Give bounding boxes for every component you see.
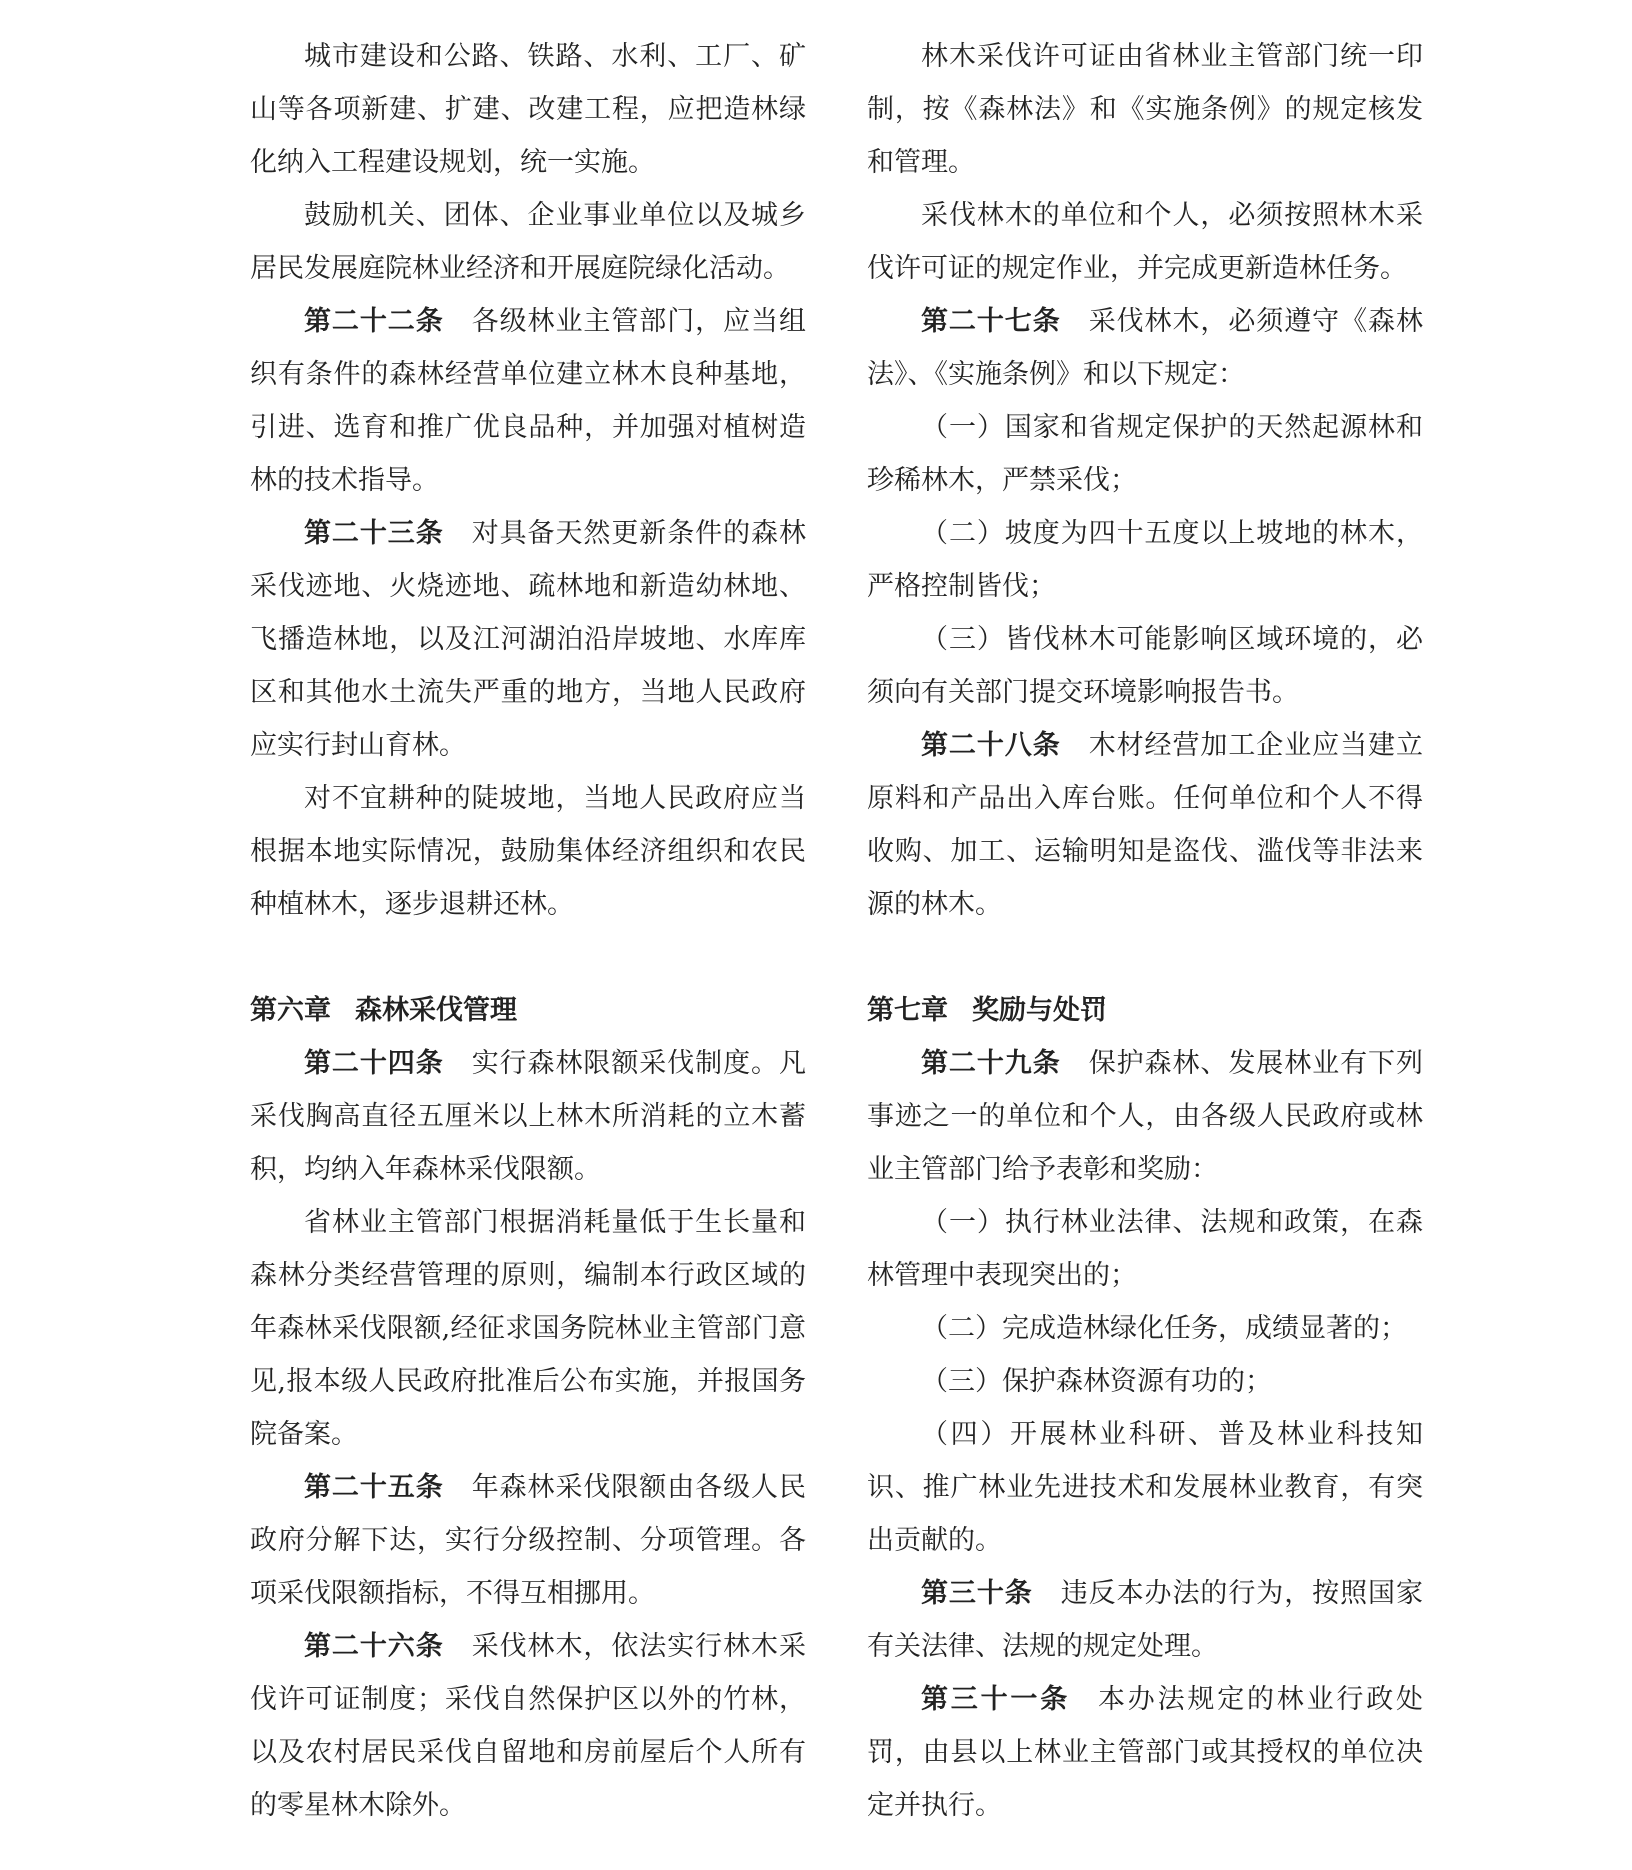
article-text: 实行森林限额采伐制度。凡采伐胸高直径五厘米以上林木所消耗的立木蓄积，均纳入年森林采伐限额。 bbox=[250, 1048, 806, 1185]
right-column bbox=[867, 30, 1423, 1832]
paragraph: 林木采伐许可证由省林业主管部门统一印制，按《森林法》和《实施条例》的规定核发和管理。 bbox=[867, 41, 1423, 178]
chapter-number: 第六章 bbox=[250, 995, 331, 1026]
article-text: 木材经营加工企业应当建立原料和产品出入库台账。任何单位和个人不得收购、加工、运输明知是盗伐、滥伐等非法来源的林木。 bbox=[867, 730, 1423, 920]
article-number: 第二十三条 bbox=[304, 518, 444, 549]
chapter-7-heading bbox=[867, 984, 1423, 1037]
article-text: 本办法规定的林业行政处罚，由县以上林业主管部门或其授权的单位决定并执行。 bbox=[867, 1684, 1423, 1821]
chapter-spacer bbox=[250, 931, 806, 984]
list-item: （一）执行林业法律、法规和政策，在森林管理中表现突出的； bbox=[867, 1207, 1423, 1291]
paragraph: 城市建设和公路、铁路、水利、工厂、矿山等各项新建、扩建、改建工程，应把造林绿化纳入工程建设规划，统一实施。 bbox=[250, 41, 806, 178]
article-28 bbox=[867, 719, 1423, 931]
chapter-6-heading bbox=[250, 984, 806, 1037]
chapter-number: 第七章 bbox=[867, 995, 948, 1026]
list-item: （三）皆伐林木可能影响区域环境的，必须向有关部门提交环境影响报告书。 bbox=[867, 624, 1423, 708]
list-item: （二）完成造林绿化任务，成绩显著的； bbox=[921, 1313, 1407, 1344]
article-29 bbox=[867, 1037, 1423, 1196]
article-31 bbox=[867, 1673, 1423, 1832]
paragraph: 鼓励机关、团体、企业事业单位以及城乡居民发展庭院林业经济和开展庭院绿化活动。 bbox=[250, 200, 806, 284]
list-item: （四）开展林业科研、普及林业科技知识、推广林业先进技术和发展林业教育，有突出贡献的。 bbox=[867, 1419, 1423, 1556]
paragraph: 采伐林木的单位和个人，必须按照林木采伐许可证的规定作业，并完成更新造林任务。 bbox=[867, 200, 1423, 284]
article-text: 年森林采伐限额由各级人民政府分解下达，实行分级控制、分项管理。各项采伐限额指标，不得互相挪用。 bbox=[250, 1472, 806, 1609]
article-text: 各级林业主管部门，应当组织有条件的森林经营单位建立林木良种基地，引进、选育和推广优良品种，并加强对植树造林的技术指导。 bbox=[250, 306, 806, 496]
list-item: （一）国家和省规定保护的天然起源林和珍稀林木，严禁采伐； bbox=[867, 412, 1423, 496]
article-number: 第三十一条 bbox=[921, 1684, 1070, 1715]
article-number: 第三十条 bbox=[921, 1578, 1033, 1609]
article-22 bbox=[250, 295, 806, 507]
article-number: 第二十二条 bbox=[304, 306, 444, 337]
paragraph: 省林业主管部门根据消耗量低于生长量和森林分类经营管理的原则，编制本行政区域的年森林采伐限额,经征求国务院林业主管部门意见,报本级人民政府批准后公布实施，并报国务院备案。 bbox=[250, 1207, 806, 1450]
article-number: 第二十七条 bbox=[921, 306, 1061, 337]
paragraph: 对不宜耕种的陡坡地，当地人民政府应当根据本地实际情况，鼓励集体经济组织和农民种植林木，逐步退耕还林。 bbox=[250, 783, 806, 920]
article-text: 采伐林木，必须遵守《森林法》、《实施条例》和以下规定： bbox=[867, 306, 1423, 390]
article-23 bbox=[250, 507, 806, 772]
article-number: 第二十五条 bbox=[304, 1472, 444, 1503]
article-number: 第二十八条 bbox=[921, 730, 1061, 761]
article-30 bbox=[867, 1567, 1423, 1673]
left-column bbox=[250, 30, 806, 1832]
list-item: （三）保护森林资源有功的； bbox=[921, 1366, 1272, 1397]
list-item: （二）坡度为四十五度以上坡地的林木，严格控制皆伐； bbox=[867, 518, 1423, 602]
article-text: 对具备天然更新条件的森林采伐迹地、火烧迹地、疏林地和新造幼林地、飞播造林地，以及江河湖泊沿岸坡地、水库库区和其他水土流失严重的地方，当地人民政府应实行封山育林。 bbox=[250, 518, 806, 761]
chapter-title: 森林采伐管理 bbox=[355, 995, 517, 1026]
article-number: 第二十九条 bbox=[921, 1048, 1061, 1079]
article-text: 采伐林木，依法实行林木采伐许可证制度；采伐自然保护区以外的竹林，以及农村居民采伐自留地和房前屋后个人所有的零星林木除外。 bbox=[250, 1631, 806, 1821]
article-25 bbox=[250, 1461, 806, 1620]
article-text: 保护森林、发展林业有下列事迹之一的单位和个人，由各级人民政府或林业主管部门给予表彰和奖励： bbox=[867, 1048, 1423, 1185]
article-number: 第二十四条 bbox=[304, 1048, 444, 1079]
article-26 bbox=[250, 1620, 806, 1832]
chapter-spacer bbox=[867, 931, 1423, 984]
chapter-title: 奖励与处罚 bbox=[972, 995, 1107, 1026]
article-text: 违反本办法的行为，按照国家有关法律、法规的规定处理。 bbox=[867, 1578, 1423, 1662]
article-27 bbox=[867, 295, 1423, 401]
article-24 bbox=[250, 1037, 806, 1196]
article-number: 第二十六条 bbox=[304, 1631, 444, 1662]
